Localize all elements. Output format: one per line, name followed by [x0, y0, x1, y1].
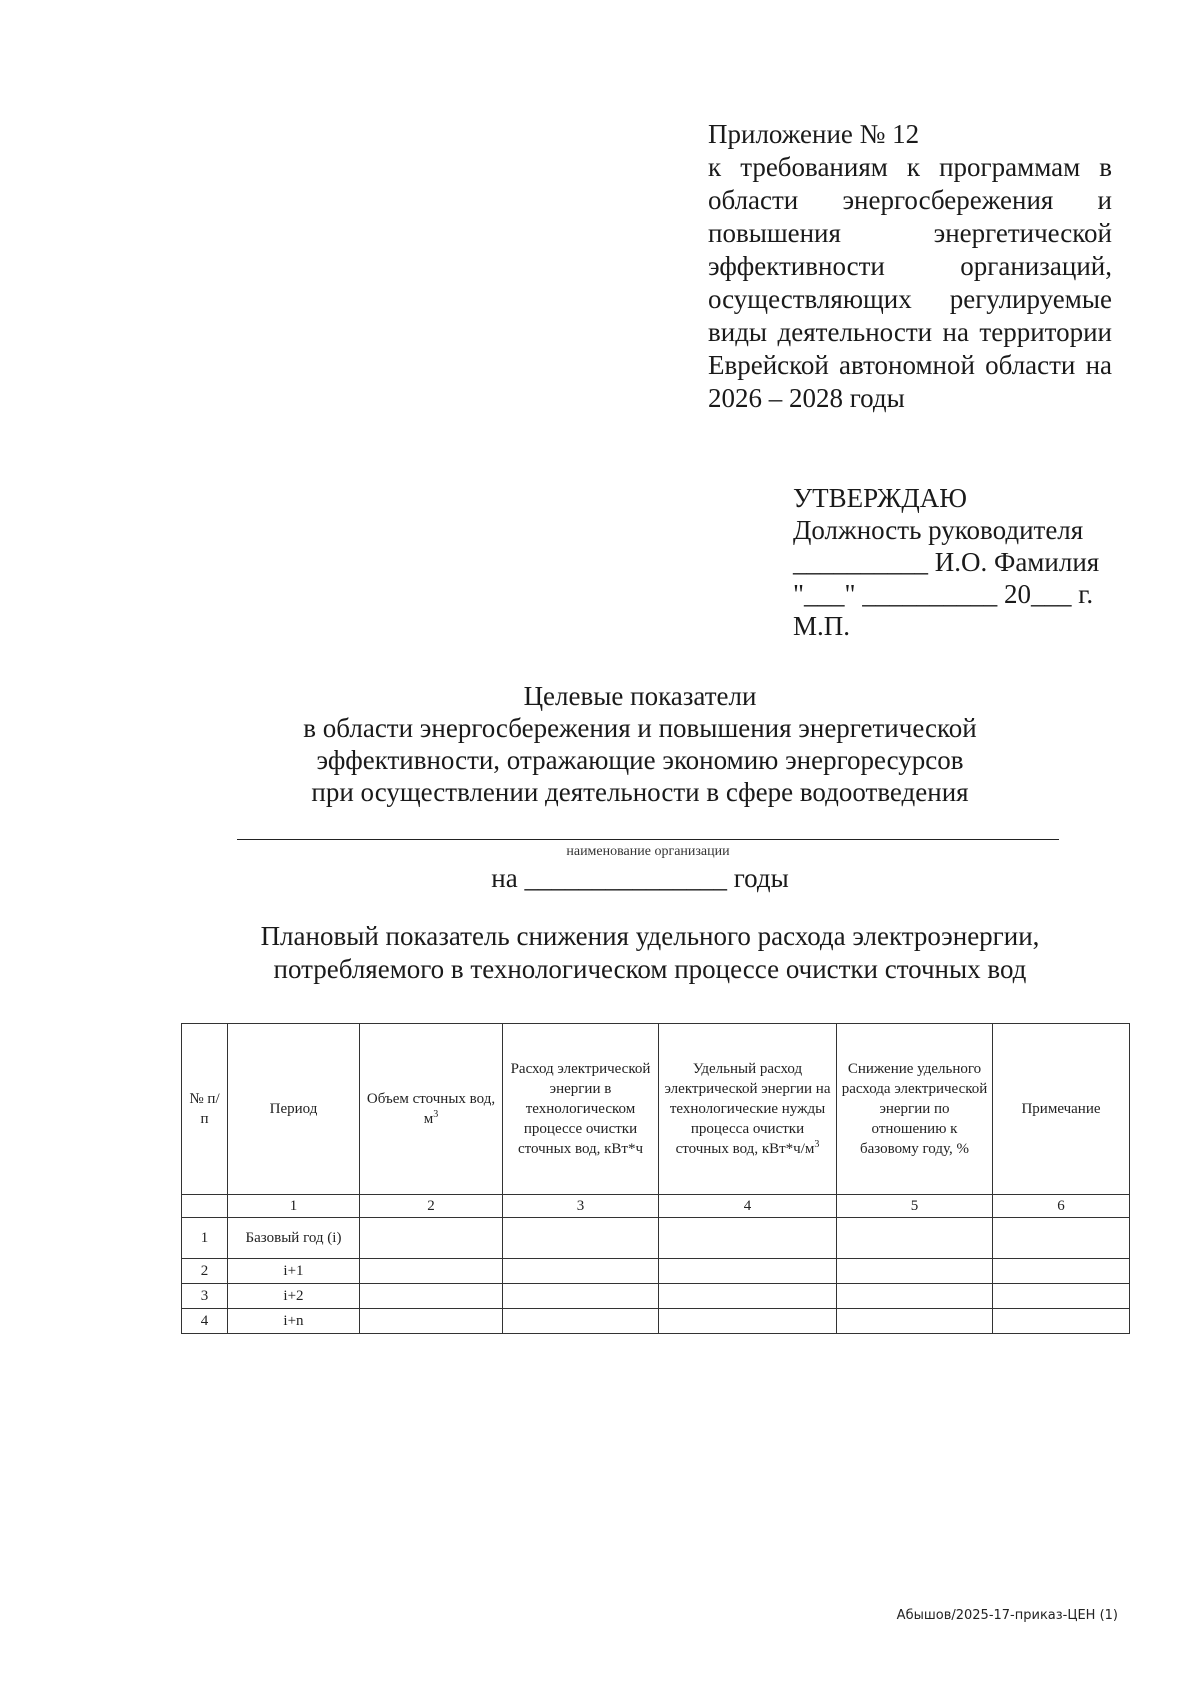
table-cell [360, 1218, 503, 1259]
row-num-cell: 4 [182, 1309, 228, 1334]
table-cell [503, 1284, 659, 1309]
table-cell [837, 1309, 993, 1334]
organization-caption: наименование организации [566, 844, 730, 859]
appendix-title: Приложение № 12 [708, 119, 920, 149]
appendix-block [708, 118, 1112, 415]
heading-line-1: Целевые показатели [523, 681, 757, 711]
approval-name-line: __________ И.О. Фамилия [793, 547, 1100, 577]
header-specific: Удельный расход электрической энергии на технологические нужды процесса очистки сточных вод, $кВт*ч/м^3$ [659, 1024, 837, 1195]
table-heading-line-2: потребляемого в технологическом процессе очистки сточных вод [273, 954, 1027, 984]
table-cell [659, 1284, 837, 1309]
table-cell [993, 1309, 1130, 1334]
header-num: № п/п [182, 1024, 228, 1195]
approval-position: Должность руководителя [793, 515, 1084, 545]
heading-line-4: при осуществлении деятельности в сфере водоотведения [311, 777, 969, 807]
table-cell [503, 1218, 659, 1259]
table-cell [837, 1284, 993, 1309]
row-period-cell: i+n [228, 1309, 360, 1334]
table-header-row [182, 1024, 1130, 1195]
col-number-cell: 5 [837, 1195, 993, 1218]
table-cell [659, 1218, 837, 1259]
heading-line-3: эффективности, отражающие экономию энергоресурсов [316, 745, 964, 775]
table-row [182, 1309, 1130, 1334]
table-cell [360, 1284, 503, 1309]
header-period: Период [228, 1024, 360, 1195]
table-cell [659, 1259, 837, 1284]
col-number-cell [182, 1195, 228, 1218]
col-number-cell: 6 [993, 1195, 1130, 1218]
row-period-cell: i+2 [228, 1284, 360, 1309]
table-cell [503, 1259, 659, 1284]
col-number-cell: 3 [503, 1195, 659, 1218]
table-row [182, 1218, 1130, 1259]
table-cell [360, 1259, 503, 1284]
table-heading [180, 920, 1120, 986]
heading-line-2: в области энергосбережения и повышения энергетической [303, 713, 977, 743]
period-line: на _______________ годы [491, 863, 789, 893]
header-note: Примечание [993, 1024, 1130, 1195]
row-num-cell: 1 [182, 1218, 228, 1259]
approval-date-line: "___" __________ 20___ г. [793, 579, 1094, 609]
document-footer: Абышов/2025-17-приказ-ЦЕН (1) [896, 1608, 1118, 1623]
table-cell [993, 1284, 1130, 1309]
table-row [182, 1284, 1130, 1309]
indicator-table [181, 1023, 1130, 1334]
table-cell [659, 1309, 837, 1334]
table-row [182, 1259, 1130, 1284]
header-reduction: Снижение удельного расхода электрической энергии по отношению к базовому году, % [837, 1024, 993, 1195]
approval-title: УТВЕРЖДАЮ [793, 483, 968, 513]
row-num-cell: 3 [182, 1284, 228, 1309]
row-period-cell: Базовый год (i) [228, 1218, 360, 1259]
table-cell [360, 1309, 503, 1334]
appendix-text: к требованиям к программам в области энергосбережения и повышения энергетической эффективности организаций, осуществляющих регулируемые виды деятельности на территории Еврейской автономной области на 2026 – 2028 годы [708, 152, 1112, 413]
approval-block [793, 482, 1123, 642]
approval-seal: М.П. [793, 611, 851, 641]
table-heading-line-1: Плановый показатель снижения удельного расхода электроэнергии, [260, 921, 1040, 951]
row-period-cell: i+1 [228, 1259, 360, 1284]
col-number-cell: 4 [659, 1195, 837, 1218]
table-cell [837, 1259, 993, 1284]
header-energy: Расход электрической энергии в технологическом процессе очистки сточных вод, кВт*ч [503, 1024, 659, 1195]
col-number-cell: 2 [360, 1195, 503, 1218]
table-cell [993, 1218, 1130, 1259]
row-num-cell: 2 [182, 1259, 228, 1284]
organization-underline [237, 839, 1059, 840]
table-cell [503, 1309, 659, 1334]
col-number-cell: 1 [228, 1195, 360, 1218]
document-heading [200, 680, 1080, 808]
table-cell [993, 1259, 1130, 1284]
header-volume: Объем сточных вод, $м^3$ [360, 1024, 503, 1195]
table-cell [837, 1218, 993, 1259]
column-numbers-row [182, 1195, 1130, 1218]
